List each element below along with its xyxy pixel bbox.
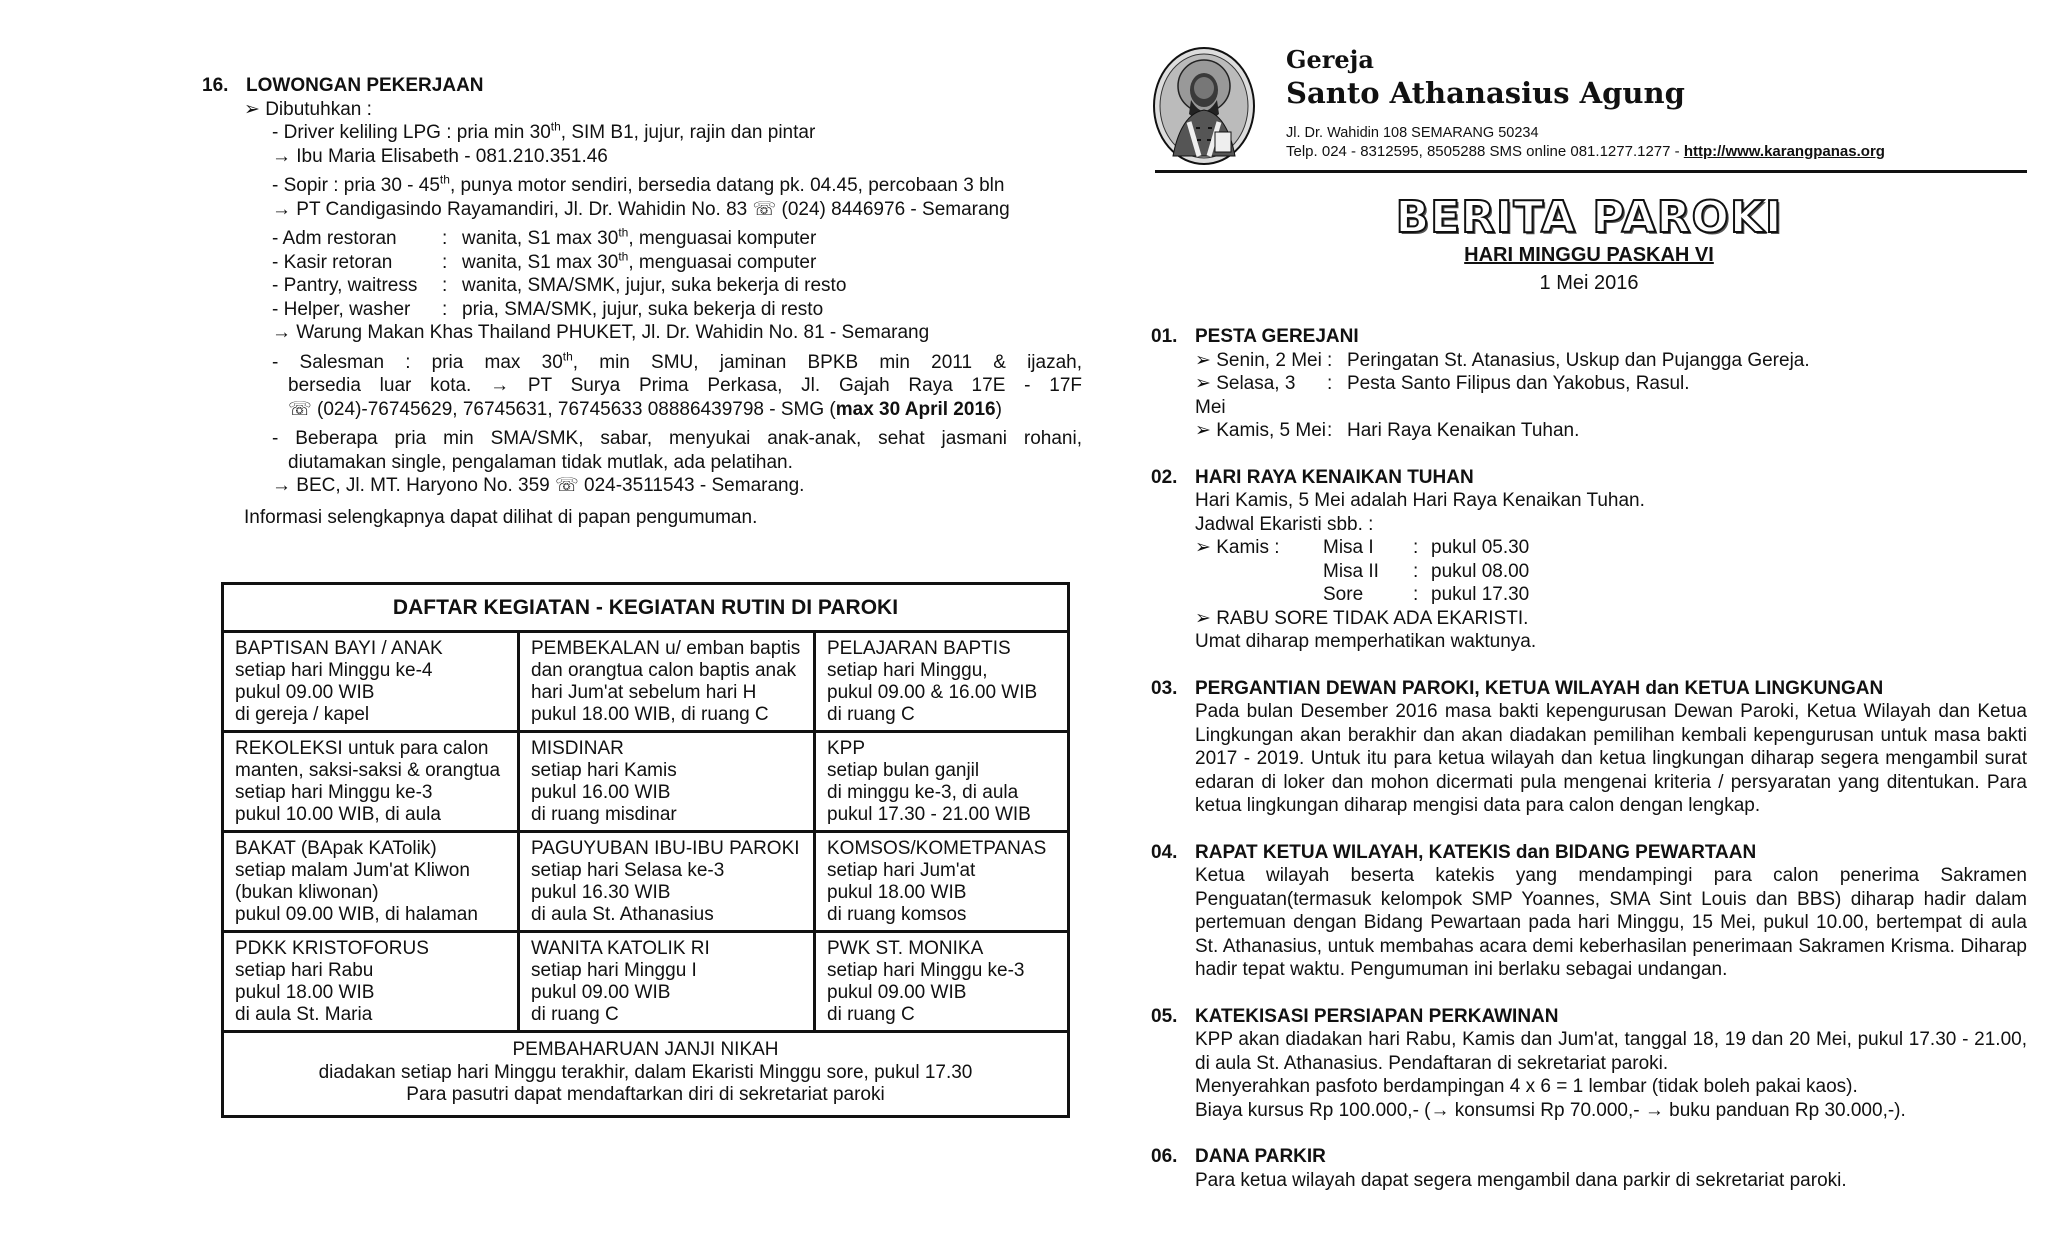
news-section: 05. KATEKISASI PERSIAPAN PERKAWINAN KPP akan diadakan hari Rabu, Kamis dan Jum'at, tanggal 18, 19 dan 20 Mei, pukul 17.30 - 21.00, di aula St. Athanasius. Pendaftaran di sekretariat paroki. Menyerahkan pasfoto berdampingan 4 x 6 = 1 lembar (tidak boleh pakai kaos). Biaya kursus Rp 100.000,- (→ konsumsi Rp 70.000,- → buku panduan Rp 30.000,-). bbox=[1151, 1005, 2027, 1121]
news-section: 03. PERGANTIAN DEWAN PAROKI, KETUA WILAYAH dan KETUA LINGKUNGAN Pada bulan Desember 2016 masa bakti kepengurusan Dewan Paroki, Ketua Wilayah dan Ketua Lingkungan akan berakhir dan akan diadakan pemilihan kembali kepengurusan untuk masa bakti 2017 - 2019. Untuk itu para ketua wilayah dan ketua lingkungan diharap segera mengambil surat edaran di loker dan mohon dicermati pula mengenai kriteria / persyaratan yang ditentukan. Para ketua lingkungan diharap mengisi data para calon dengan lengkap. bbox=[1151, 677, 2027, 816]
job-contact: → Ibu Maria Elisabeth - 081.210.351.46 bbox=[272, 145, 608, 167]
section-title: LOWONGAN PEKERJAAN bbox=[246, 75, 484, 96]
parish-news bbox=[1151, 325, 2027, 1215]
section-body: Para ketua wilayah dapat segera mengambil dana parkir di sekretariat paroki. bbox=[1195, 1169, 1847, 1191]
table-footer: PEMBAHARUAN JANJI NIKAH diadakan setiap hari Minggu terakhir, dalam Ekaristi Minggu sore, pukul 17.30 Para pasutri dapat mendaftarkan diri di sekretariat paroki bbox=[318, 1039, 973, 1105]
news-section: 04. RAPAT KETUA WILAYAH, KATEKIS dan BIDANG PEWARTAAN Ketua wilayah beserta katekis yang mendampingi para calon penerima Sakramen Penguatan(termasuk kelompok SMP Yoannes, SMA Sint Louis dan BBS) diharap hadir dalam pertemuan dengan Bidang Pewartaan pada hari Minggu, 15 Mei, pukul 10.00, bertempat di aula St. Athanasius, untuk membahas acara demi keberhasilan penerimaan Sakramen Krisma. Diharap hadir tepat waktu. Pengumuman ini berlaku sebagai undangan. bbox=[1151, 841, 2027, 980]
church-header bbox=[1151, 44, 2027, 174]
section-heading bbox=[202, 74, 1082, 98]
news-section: 01. PESTA GEREJANI ➢ Senin, 2 Mei : Peringatan St. Atanasius, Uskup dan Pujangga Gereja. ➢ Selasa, 3 Mei : Pesta Santo Filipus dan Yakobus, Rasul. ➢ Kamis, 5 Mei : Hari Raya Kenaikan Tuhan. bbox=[1151, 325, 2027, 443]
salesman-line1: - Salesman : pria max 30th, min SMU, jaminan BPKB min 2011 & ijazah, bbox=[272, 349, 1082, 373]
table-cell: PELAJARAN BAPTIS setiap hari Minggu, pukul 09.00 & 16.00 WIB di ruang C bbox=[827, 638, 1038, 725]
bulletin-title: BERITA PAROKI bbox=[1395, 192, 1783, 243]
resto-contact: → Warung Makan Khas Thailand PHUKET, Jl. Dr. Wahidin No. 81 - Semarang bbox=[272, 322, 930, 343]
bec-line1: - Beberapa pria min SMA/SMK, sabar, menyukai anak-anak, sehat jasmani rohani, bbox=[272, 428, 1082, 449]
list-item: ➢ Senin, 2 Mei : Peringatan St. Atanasius, Uskup dan Pujangga Gereja. bbox=[1195, 349, 1810, 371]
section-body: Pada bulan Desember 2016 masa bakti kepengurusan Dewan Paroki, Ketua Wilayah dan Ketua Lingkungan akan berakhir dan akan diadakan pemilihan kembali kepengurusan untuk masa bakti 2017 - 2019. Untuk itu para ketua wilayah dan ketua lingkungan diharap segera mengambil surat edaran di loker dan mohon dicermati pula mengenai kriteria / persyaratan yang ditentukan. Para ketua lingkungan diharap mengisi data para calon dengan lengkap. bbox=[1195, 701, 2027, 816]
news-section: 06. DANA PARKIR Para ketua wilayah dapat segera mengambil dana parkir di sekretariat paroki. bbox=[1151, 1145, 2027, 1192]
church-name: Santo Athanasius Agung bbox=[1286, 76, 1685, 110]
table-cell: MISDINAR setiap hari Kamis pukul 16.00 WIB di ruang misdinar bbox=[520, 733, 816, 830]
table-cell: REKOLEKSI untuk para calon manten, saksi-saksi & orangtua setiap hari Minggu ke-3 pukul 10.00 WIB, di aula bbox=[224, 733, 520, 830]
section-title: HARI RAYA KENAIKAN TUHAN bbox=[1195, 466, 1474, 488]
table-cell: PAGUYUBAN IBU-IBU PAROKI setiap hari Selasa ke-3 pukul 16.30 WIB di aula St. Athanasius bbox=[520, 833, 816, 930]
table-cell: KPP setiap bulan ganjil di minggu ke-3, di aula pukul 17.30 - 21.00 WIB bbox=[827, 738, 1031, 825]
church-label: Gereja bbox=[1286, 45, 1374, 74]
salesman-line2: bersedia luar kota. → PT Surya Prima Perkasa, Jl. Gajah Raya 17E - 17F bbox=[288, 375, 1082, 396]
job-line: - Driver keliling LPG : pria min 30th, SIM B1, jujur, rajin dan pintar bbox=[272, 119, 816, 143]
church-address: Jl. Dr. Wahidin 108 SEMARANG 50234 bbox=[1286, 125, 1539, 141]
news-section: 02. HARI RAYA KENAIKAN TUHAN Hari Kamis, 5 Mei adalah Hari Raya Kenaikan Tuhan. Jadwal Ekaristi sbb. : ➢ Kamis : Misa I : pukul 05.30 Misa II : pukul 08.00 Sore : pukul 17.30 ➢ RABU SORE TIDAK ADA EKARISTI. Umat diharap memperhatikan waktunya. bbox=[1151, 466, 2027, 654]
section-body: Ketua wilayah beserta katekis yang mendampingi para calon penerima Sakramen Penguatan(termasuk kelompok SMP Yoannes, SMA Sint Louis dan BBS) diharap hadir dalam pertemuan dengan Bidang Pewartaan pada hari Minggu, 15 Mei, pukul 10.00, bertempat di aula St. Athanasius, untuk membahas acara demi keberhasilan penerimaan Sakramen Krisma. Diharap hadir tepat waktu. Pengumuman ini berlaku sebagai undangan. bbox=[1195, 865, 2027, 980]
activities-table bbox=[221, 582, 1070, 1118]
resto-row: - Helper, washer : pria, SMA/SMK, jujur, suka bekerja di resto bbox=[272, 298, 824, 320]
mass-row: ➢ Kamis : Misa I : pukul 05.30 bbox=[1195, 537, 1530, 558]
job-line: - Sopir : pria 30 - 45th, punya motor sendiri, bersedia datang pk. 04.45, percobaan 3 bln bbox=[272, 172, 1005, 196]
list-item: ➢ Kamis, 5 Mei : Hari Raya Kenaikan Tuhan. bbox=[1195, 420, 1580, 441]
bulletin-subtitle: HARI MINGGU PASKAH VI bbox=[1464, 244, 1714, 266]
job-resto bbox=[202, 227, 1082, 345]
section-title: PESTA GEREJANI bbox=[1195, 326, 1359, 347]
job-salesman bbox=[202, 351, 1082, 422]
resto-row: - Pantry, waitress : wanita, SMA/SMK, jujur, suka bekerja di resto bbox=[272, 275, 847, 296]
saint-portrait-logo bbox=[1151, 44, 1257, 168]
salesman-line3: ☏ (024)-76745629, 76745631, 76745633 08886439798 - SMG (max 30 April 2016) bbox=[288, 398, 1002, 420]
table-row bbox=[224, 633, 1067, 733]
job-section bbox=[202, 74, 1082, 529]
section-body: KPP akan diadakan hari Rabu, Kamis dan Jum'at, tanggal 18, 19 dan 20 Mei, pukul 17.30 - 21.00, di aula St. Athanasius. Pendaftaran di sekretariat paroki. bbox=[1195, 1029, 2027, 1074]
table-cell: BAPTISAN BAYI / ANAK setiap hari Minggu ke-4 pukul 09.00 WIB di gereja / kapel bbox=[224, 633, 520, 730]
section-title: PERGANTIAN DEWAN PAROKI, KETUA WILAYAH dan KETUA LINGKUNGAN bbox=[1195, 677, 1884, 699]
list-item: ➢ Selasa, 3 Mei : Pesta Santo Filipus dan Yakobus, Rasul. bbox=[1195, 373, 1690, 418]
website-link[interactable]: http://www.karangpanas.org bbox=[1683, 143, 1885, 160]
table-cell: PEMBEKALAN u/ emban baptis dan orangtua calon baptis anak hari Jum'at sebelum hari H pukul 18.00 WIB, di ruang C bbox=[520, 633, 816, 730]
table-cell: WANITA KATOLIK RI setiap hari Minggu I pukul 09.00 WIB di ruang C bbox=[520, 933, 816, 1030]
church-contact: Telp. 024 - 8312595, 8505288 SMS online 081.1277.1277 - http://www.karangpanas.org bbox=[1286, 143, 1885, 160]
bec-line2: diutamakan single, pengalaman tidak mutlak, ada pelatihan. bbox=[288, 451, 793, 473]
job-bec bbox=[202, 427, 1082, 498]
job-driver bbox=[202, 121, 1082, 168]
header-divider bbox=[1155, 170, 2027, 173]
mass-row: Sore : pukul 17.30 bbox=[1323, 584, 1530, 605]
resto-row: - Kasir retoran : wanita, S1 max 30th, menguasai computer bbox=[272, 249, 817, 273]
bec-contact: → BEC, Jl. MT. Haryono No. 359 ☏ 024-3511543 - Semarang. bbox=[272, 475, 805, 496]
bulletin-date: 1 Mei 2016 bbox=[1539, 271, 1639, 294]
bulletin-title-block bbox=[1151, 194, 2027, 295]
mass-row: Misa II : pukul 08.00 bbox=[1323, 560, 1530, 582]
table-title: DAFTAR KEGIATAN - KEGIATAN RUTIN DI PAROKI bbox=[224, 585, 1067, 633]
needed-label: ➢ Dibutuhkan : bbox=[244, 98, 372, 120]
resto-row: - Adm restoran : wanita, S1 max 30th, menguasai komputer bbox=[272, 225, 817, 249]
table-cell: BAKAT (BApak KATolik) setiap malam Jum'at Kliwon (bukan kliwonan) pukul 09.00 WIB, di halaman bbox=[224, 833, 520, 930]
section-title: KATEKISASI PERSIAPAN PERKAWINAN bbox=[1195, 1005, 1559, 1027]
job-sopir bbox=[202, 174, 1082, 221]
section-title: DANA PARKIR bbox=[1195, 1146, 1326, 1167]
table-row bbox=[224, 833, 1067, 933]
table-row bbox=[224, 933, 1067, 1033]
table-row bbox=[224, 733, 1067, 833]
section-title: RAPAT KETUA WILAYAH, KATEKIS dan BIDANG PEWARTAAN bbox=[1195, 841, 1757, 863]
table-cell: KOMSOS/KOMETPANAS setiap hari Jum'at pukul 18.00 WIB di ruang komsos bbox=[827, 838, 1047, 925]
info-note: Informasi selengkapnya dapat dilihat di papan pengumuman. bbox=[244, 506, 758, 528]
section-number: 16. bbox=[202, 75, 229, 96]
table-cell: PDKK KRISTOFORUS setiap hari Rabu pukul 18.00 WIB di aula St. Maria bbox=[224, 933, 520, 1030]
table-cell: PWK ST. MONIKA setiap hari Minggu ke-3 pukul 09.00 WIB di ruang C bbox=[827, 938, 1025, 1025]
job-contact: → PT Candigasindo Rayamandiri, Jl. Dr. Wahidin No. 83 ☏ (024) 8446976 - Semarang bbox=[272, 198, 1010, 220]
